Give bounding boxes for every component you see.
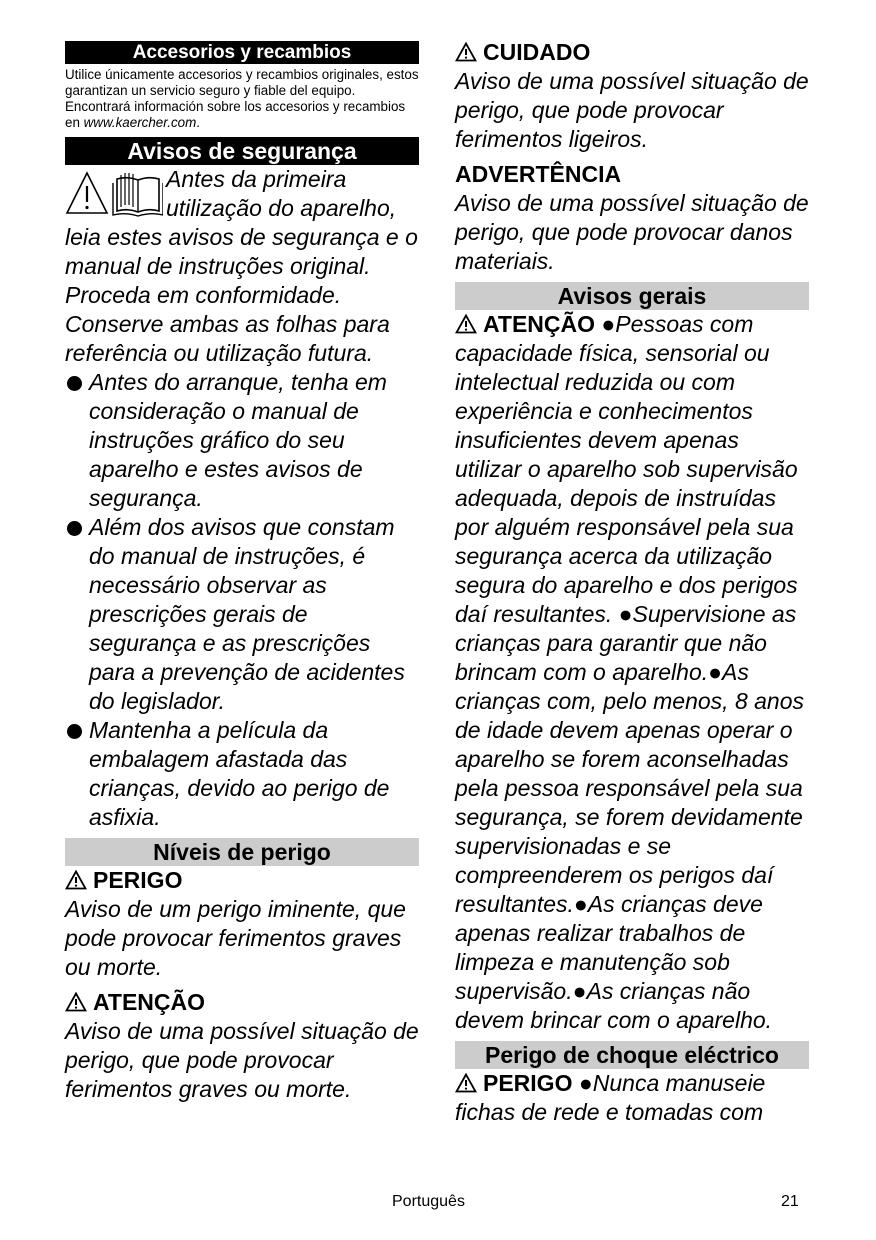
warning-icon (65, 870, 87, 890)
warning-icon (455, 314, 477, 334)
right-column (455, 38, 809, 1127)
cuidado-label: CUIDADO (455, 38, 809, 67)
accessories-heading: Accesorios y recambios (65, 41, 419, 64)
safety-keep-note: Conserve ambas as folhas para referência ou utilização futura. (65, 311, 390, 366)
atencao-label: ATENÇÃO (65, 988, 419, 1017)
electric-shock-heading: Perigo de choque eléctrico (455, 1041, 809, 1069)
electric-shock-text: PERIGO ●Nunca manuseie fichas de rede e tomadas com (455, 1070, 766, 1125)
website-link[interactable]: www.kaercher.com (83, 115, 197, 130)
general-warnings-heading: Avisos gerais (455, 282, 809, 310)
accessories-text: Utilice únicamente accesorios y recambios originales, estos garantizan un servicio seguro y fiable del equipo. Encontrará información sobre los accesorios y recambios en www.kaercher.com. (65, 67, 419, 130)
perigo-text: Aviso de um perigo iminente, que pode provocar ferimentos graves ou morte. (65, 896, 406, 980)
electric-perigo-label: PERIGO (483, 1070, 573, 1096)
atencao-text: Aviso de uma possível situação de perigo, que pode provocar ferimentos graves ou morte. (65, 1018, 419, 1102)
bullet-icon (67, 376, 82, 391)
safety-intro: Antes da primeira utilização do aparelho, leia estes avisos de segurança e o manual de instruções original. Proceda em conformidade. (65, 166, 418, 308)
advertencia-text: Aviso de uma possível situação de perigo, que pode provocar danos materiais. (455, 190, 809, 274)
danger-levels-heading: Níveis de perigo (65, 838, 419, 866)
safety-heading: Avisos de segurança (65, 137, 419, 165)
warning-icon (65, 992, 87, 1012)
warning-icon (455, 42, 477, 62)
warning-and-manual-icon (65, 169, 163, 221)
safety-bullet: Antes do arranque, tenha em consideração o manual de instruções gráfico do seu aparelho e estes avisos de segurança. (65, 368, 419, 513)
perigo-label: PERIGO (65, 866, 419, 895)
footer-language: Português (392, 1193, 465, 1210)
general-atencao-label: ATENÇÃO (483, 311, 596, 337)
bullet-icon (67, 521, 82, 536)
warning-icon (455, 1073, 477, 1093)
general-warnings-text: ATENÇÃO ●Pessoas com capacidade física, sensorial ou intelectual reduzida ou com experiência e conhecimentos insuficientes devem apenas utilizar o aparelho sob supervisão adequada, depois de instruídas por alguém responsável pela sua segurança acerca da utilização segura do aparelho e dos perigos daí resultantes. ●Supervisione as crianças para garantir que não brincam com o aparelho.●As crianças com, pelo menos, 8 anos de idade devem apenas operar o aparelho se forem aconselhadas pela pessoa responsável pela sua segurança, se forem devidamente supervisionadas e se compreenderem os perigos daí resultantes.●As crianças deve apenas realizar trabalhos de limpeza e manutenção sob supervisão.●As crianças não devem brincar com o aparelho. (455, 311, 805, 1033)
advertencia-label: ADVERTÊNCIA (455, 161, 622, 187)
cuidado-text: Aviso de uma possível situação de perigo, que pode provocar ferimentos ligeiros. (455, 68, 809, 152)
safety-bullet: Além dos avisos que constam do manual de instruções, é necessário observar as prescrições gerais de segurança e as prescrições para a prevenção de acidentes do legislador. (65, 513, 419, 716)
left-column (65, 41, 419, 1104)
page-number: 21 (781, 1193, 799, 1210)
safety-bullet: Mantenha a película da embalagem afastada das crianças, devido ao perigo de asfixia. (65, 716, 419, 832)
bullet-icon (67, 724, 82, 739)
